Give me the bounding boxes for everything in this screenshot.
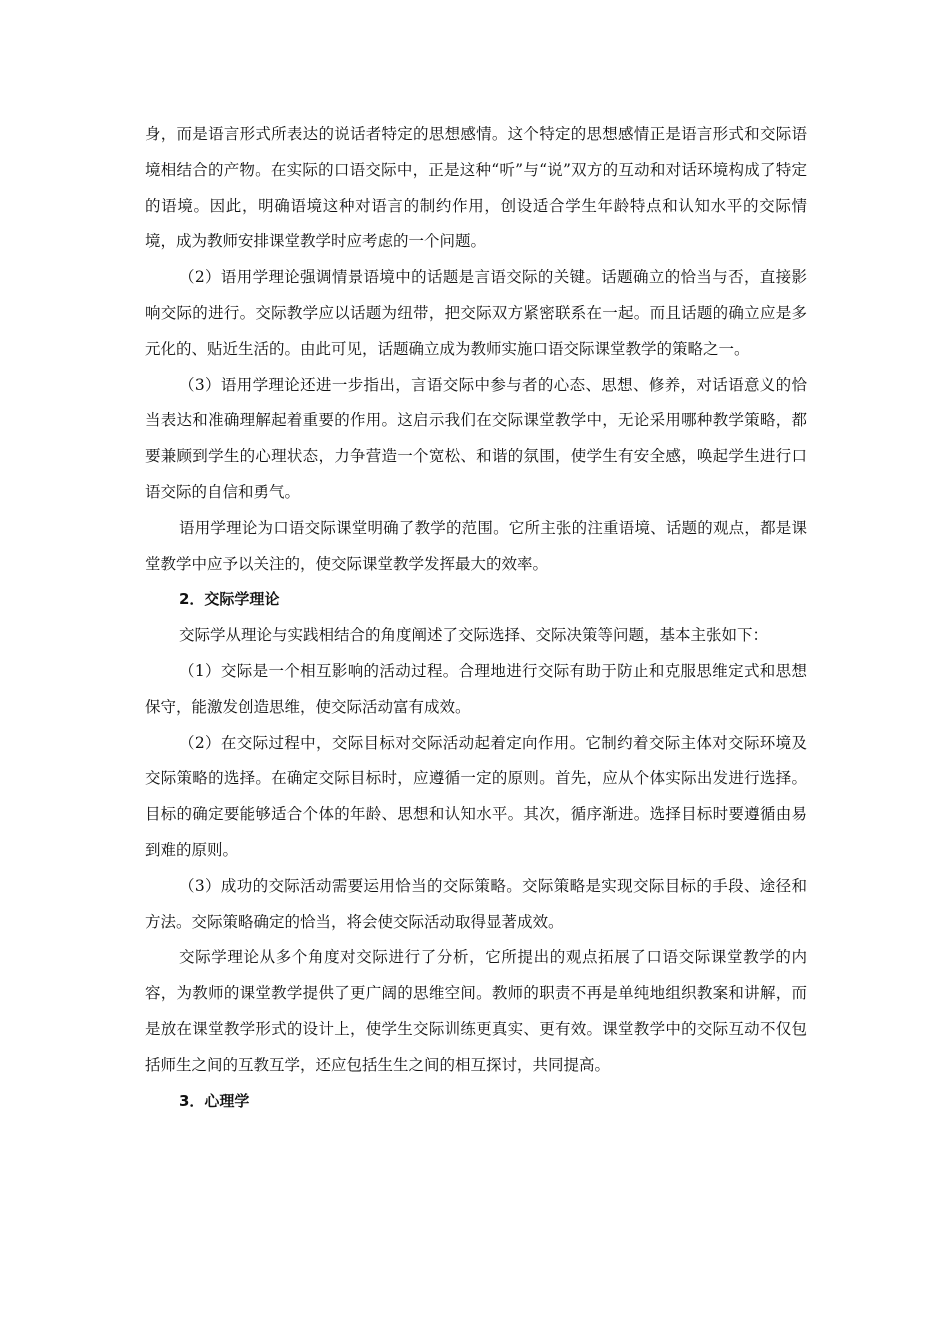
- paragraph-context-continuation: 身，而是语言形式所表达的说话者特定的思想感情。这个特定的思想感情正是语言形式和交际语境相结合的产物。在实际的口语交际中，正是这种“听”与“说”双方的互动和对话环境构成了特定的语境。因此，明确语境这种对语言的制约作用，创设适合学生年龄特点和认知水平的交际情境，成为教师安排课堂教学时应考虑的一个问题。: [145, 125, 807, 251]
- document-page: [145, 117, 807, 1119]
- paragraph-communication-intro: 交际学从理论与实践相结合的角度阐述了交际选择、交际决策等问题，基本主张如下：: [179, 626, 769, 645]
- section-heading-communication-theory: 2．交际学理论: [179, 590, 280, 609]
- paragraph-communication-point-3: （3）成功的交际活动需要运用恰当的交际策略。交际策略是实现交际目标的手段、途径和方法。交际策略确定的恰当，将会使交际活动取得显著成效。: [145, 876, 807, 931]
- paragraph-communication-point-1: （1）交际是一个相互影响的活动过程。合理地进行交际有助于防止和克服思维定式和思想保守，能激发创造思维，使交际活动富有成效。: [145, 661, 807, 716]
- paragraph-communication-summary: 交际学理论从多个角度对交际进行了分析，它所提出的观点拓展了口语交际课堂教学的内容，为教师的课堂教学提供了更广阔的思维空间。教师的职责不再是单纯地组织教案和讲解，而是放在课堂教学形式的设计上，使学生交际训练更真实、更有效。课堂教学中的交际互动不仅包括师生之间的互教互学，还应包括生生之间的相互探讨，共同提高。: [145, 948, 807, 1074]
- paragraph-communication-point-2: （2）在交际过程中，交际目标对交际活动起着定向作用。它制约着交际主体对交际环境及交际策略的选择。在确定交际目标时，应遵循一定的原则。首先，应从个体实际出发进行选择。目标的确定要能够适合个体的年龄、思想和认知水平。其次，循序渐进。选择目标时要遵循由易到难的原则。: [145, 733, 807, 859]
- paragraph-participant-point-3: （3）语用学理论还进一步指出，言语交际中参与者的心态、思想、修养，对话语意义的恰当表达和准确理解起着重要的作用。这启示我们在交际课堂教学中，无论采用哪种教学策略，都要兼顾到学生的心理状态，力争营造一个宽松、和谐的氛围，使学生有安全感，唤起学生进行口语交际的自信和勇气。: [145, 375, 807, 501]
- paragraph-pragmatics-summary: 语用学理论为口语交际课堂明确了教学的范围。它所主张的注重语境、话题的观点，都是课堂教学中应予以关注的，使交际课堂教学发挥最大的效率。: [145, 518, 807, 573]
- section-heading-psychology: 3．心理学: [179, 1091, 250, 1110]
- paragraph-topic-point-2: （2）语用学理论强调情景语境中的话题是言语交际的关键。话题确立的恰当与否，直接影响交际的进行。交际教学应以话题为纽带，把交际双方紧密联系在一起。而且话题的确立应是多元化的、贴近生活的。由此可见，话题确立成为教师实施口语交际课堂教学的策略之一。: [145, 268, 807, 358]
